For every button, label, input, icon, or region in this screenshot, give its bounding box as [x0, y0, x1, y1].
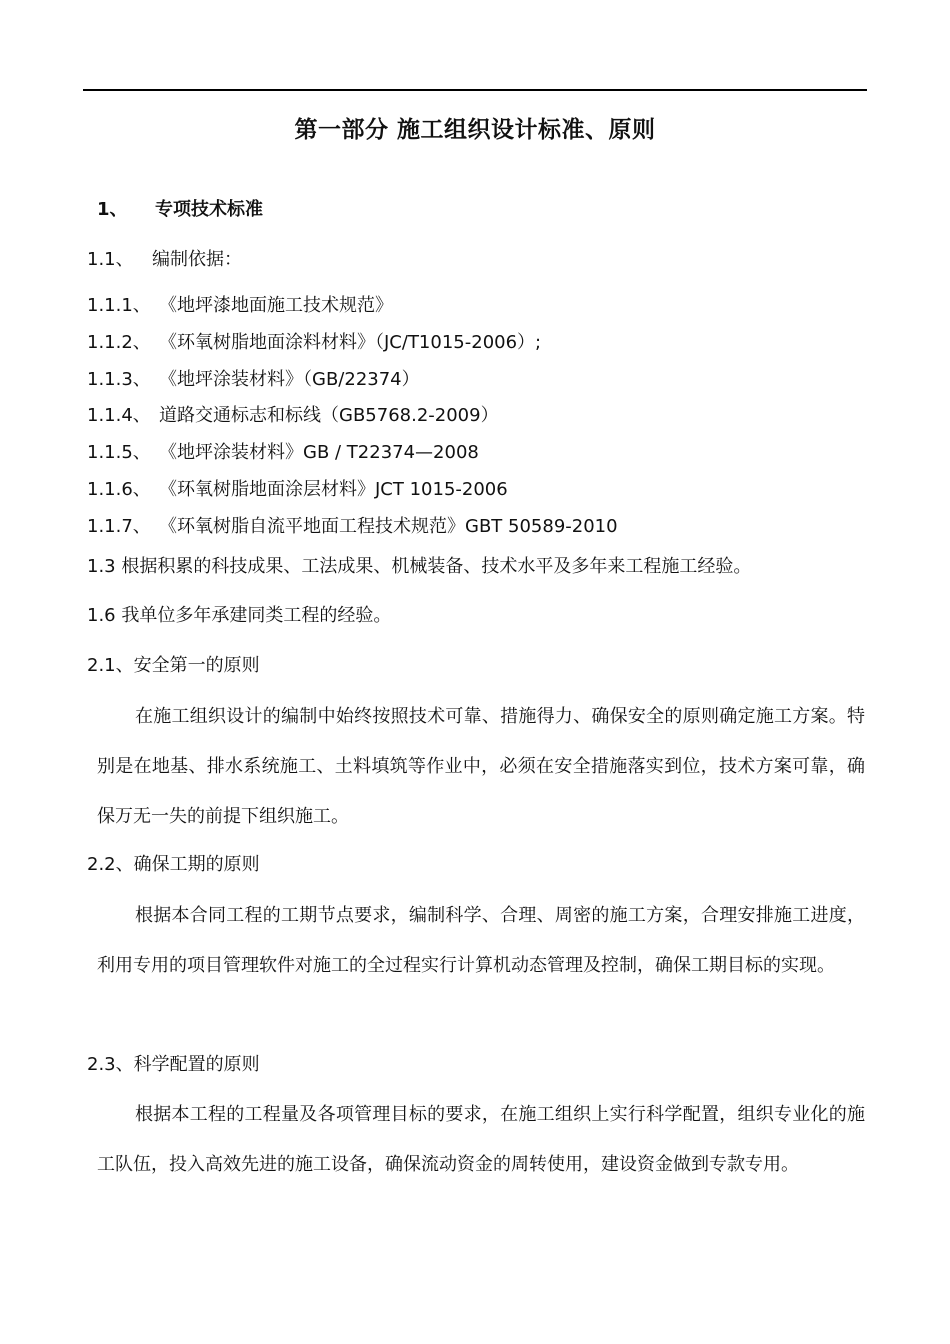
section-heading-1 [97, 197, 263, 223]
standard-item [87, 367, 420, 393]
principle-body: 根据本合同工程的工期节点要求，编制科学、合理、周密的施工方案，合理安排施工进度，利用专用的项目管理软件对施工的全过程实行计算机动态管理及控制，确保工期目标的实现。 [97, 905, 865, 976]
subsection-label: 编制依据： [152, 249, 242, 270]
subsection-number: 1.1、 [87, 249, 134, 270]
standard-number: 1.1.3、 [87, 369, 151, 390]
principle-heading: 2.1、安全第一的原则 [87, 655, 260, 676]
standard-number: 1.1.1、 [87, 295, 151, 316]
section-number: 1、 [97, 199, 128, 220]
standard-number: 1.1.4、 [87, 405, 151, 426]
standard-text: 《地坪漆地面施工技术规范》 [159, 295, 393, 316]
standard-text: 道路交通标志和标线（GB5768.2-2009） [159, 405, 499, 426]
standard-item [87, 440, 479, 466]
standard-number: 1.1.2、 [87, 332, 151, 353]
standard-text: 《环氧树脂自流平地面工程技术规范》GBT 50589-2010 [159, 516, 618, 537]
standard-number: 1.1.6、 [87, 479, 151, 500]
standard-item [87, 514, 618, 540]
page-title: 第一部分 施工组织设计标准、原则 [294, 117, 656, 143]
section-label: 专项技术标准 [155, 199, 263, 220]
subsection-heading-1-1 [87, 247, 242, 273]
principle-heading: 2.3、科学配置的原则 [87, 1054, 260, 1075]
basis-item-1-3: 1.3 根据积累的科技成果、工法成果、机械装备、技术水平及多年来工程施工经验。 [87, 556, 752, 577]
principle-heading: 2.2、确保工期的原则 [87, 854, 260, 875]
standard-text: 《环氧树脂地面涂料材料》（JC/T1015-2006）; [159, 332, 542, 353]
standard-item [87, 293, 393, 319]
standard-number: 1.1.7、 [87, 516, 151, 537]
principle-body: 在施工组织设计的编制中始终按照技术可靠、措施得力、确保安全的原则确定施工方案。特别是在地基、排水系统施工、土料填筑等作业中，必须在安全措施落实到位，技术方案可靠，确保万无一失的前提下组织施工。 [97, 706, 865, 827]
standard-item [87, 403, 499, 429]
standard-number: 1.1.5、 [87, 442, 151, 463]
basis-item-1-6: 1.6 我单位多年承建同类工程的经验。 [87, 605, 392, 626]
standard-text: 《地坪涂装材料》GB / T22374—2008 [159, 442, 479, 463]
standard-item [87, 477, 508, 503]
principle-body: 根据本工程的工程量及各项管理目标的要求，在施工组织上实行科学配置，组织专业化的施工队伍，投入高效先进的施工设备，确保流动资金的周转使用，建设资金做到专款专用。 [97, 1104, 865, 1175]
header-rule [83, 89, 867, 91]
standard-text: 《环氧树脂地面涂层材料》JCT 1015-2006 [159, 479, 508, 500]
standard-item [87, 330, 541, 356]
standard-text: 《地坪涂装材料》（GB/22374） [159, 369, 420, 390]
